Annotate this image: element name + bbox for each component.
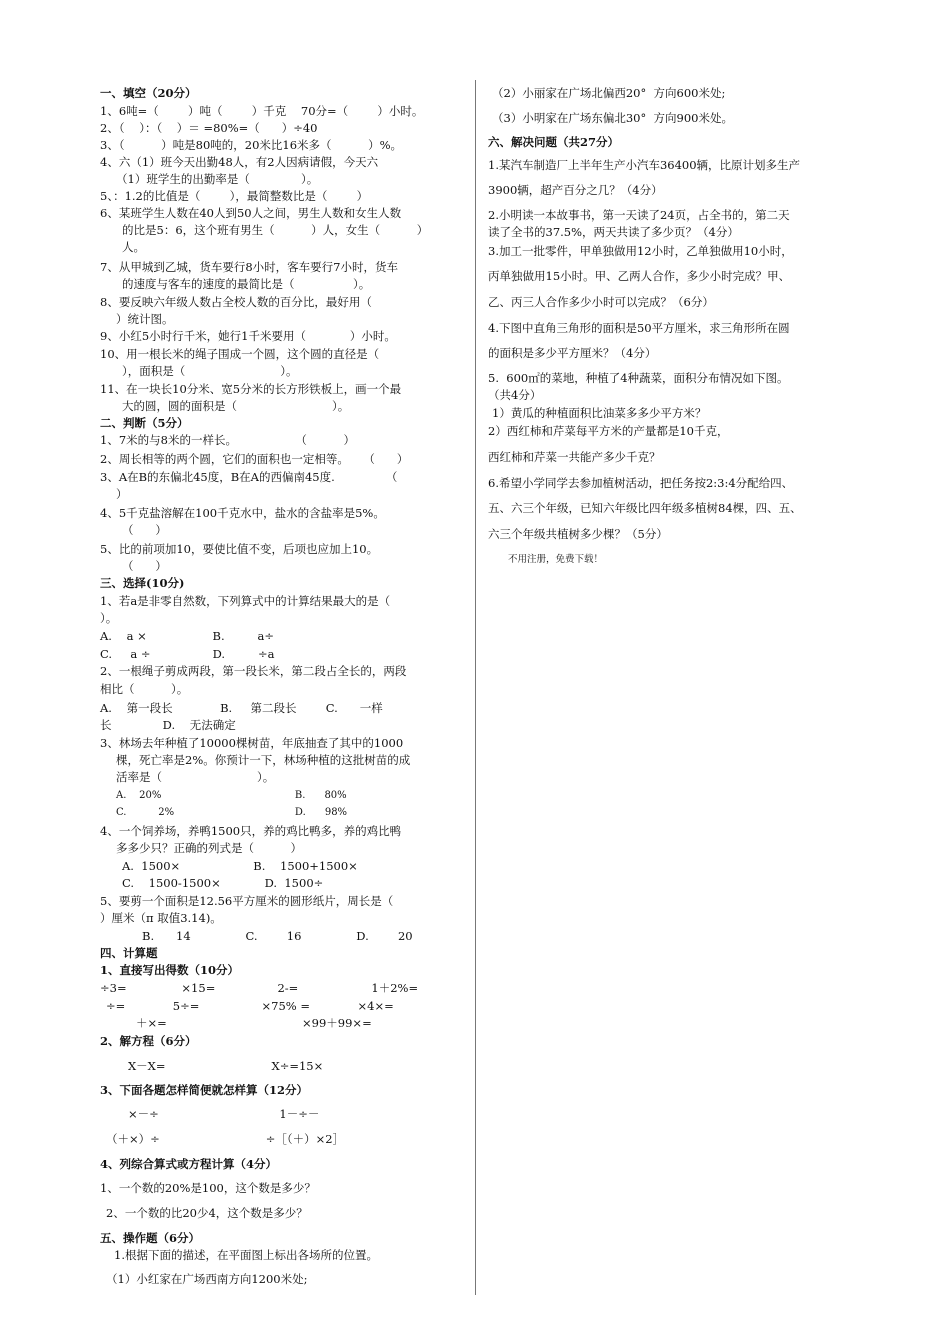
question-line: 3、（ ）吨是80吨的，20米比16米多（ ）%。 [100, 138, 403, 152]
question-line: 活率是（ ）。 [116, 770, 275, 784]
subsection-heading: 1、直接写出得数（10分） [100, 963, 240, 977]
problem-line: 1.某汽车制造厂上半年生产小汽车36400辆，比原计划多生产 [488, 158, 801, 172]
problem-line: 西红柿和芹菜一共能产多少千克？ [488, 450, 661, 464]
section-heading-operation: 五、操作题（6分） [100, 1231, 201, 1245]
question-line: （1）班学生的出勤率是（ ）。 [116, 172, 319, 186]
option-line: A. 1500× B. 1500+1500× [122, 859, 358, 873]
problem-line: 六三个年级共植树多少棵？（5分） [488, 527, 668, 541]
option-line: B. 14 C. 16 D. 20 [142, 929, 413, 943]
question-line: 2、周长相等的两个圆，它们的面积也一定相等。 （ ） [100, 452, 409, 466]
option-line: C. a ÷ D. ÷a [100, 647, 275, 661]
question-line: 棵，死亡率是2%。你预计一下，林场种植的这批树苗的成 [116, 753, 411, 767]
section-heading-problems: 六、解决问题（共27分） [488, 135, 620, 149]
question-line: 4、六（1）班今天出勤48人，有2人因病请假，今天六 [100, 155, 379, 169]
question-line: 4、5千克盐溶解在100千克水中，盐水的含盐率是5%。 [100, 506, 385, 520]
question-line: 大的圆，圆的面积是（ ）。 [122, 399, 350, 413]
problem-line: 4.下图中直角三角形的面积是50平方厘米，求三角形所在圆 [488, 321, 790, 335]
question-line: 3、林场去年种植了10000棵树苗，年底抽查了其中的1000 [100, 736, 404, 750]
section-heading-true-false: 二、判断（5分） [100, 416, 189, 430]
question-line: 6、某班学生人数在40人到50人之间，男生人数和女生人数 [100, 206, 402, 220]
question-line: 1、若a是非零自然数，下列算式中的计算结果最大的是（ [100, 594, 391, 608]
calc-line: ＋×= ×99＋99×= [136, 1016, 372, 1030]
problem-line: 丙单独做用15小时。甲、乙两人合作，多少小时完成？甲、 [488, 269, 791, 283]
question-line: ）厘米（π 取值3.14)。 [100, 911, 222, 925]
question-line: 2、一根绳子剪成两段，第一段长米，第二段占全长的，两段 [100, 664, 407, 678]
calc-line: ×－÷ 1－÷－ [128, 1107, 320, 1121]
question-line: 1、一个数的20%是100，这个数是多少？ [100, 1181, 316, 1195]
problem-line: 的面积是多少平方厘米？（4分） [488, 346, 657, 360]
footer-note: 不用注册，免费下载！ [508, 554, 604, 565]
question-line: 9、小红5小时行千米，她行1千米要用（ ）小时。 [100, 329, 396, 343]
section-heading-calculation: 四、计算题 [100, 946, 158, 960]
calc-line: ÷3= ×15= 2-= 1＋2%= [100, 981, 419, 995]
question-line: 人。 [122, 240, 145, 254]
question-line: 1、6吨=（ ）吨（ ）千克 70分=（ ）小时。 [100, 104, 424, 118]
subsection-heading: 4、列综合算式或方程计算（4分） [100, 1157, 278, 1171]
question-line: 11、在一块长10分米、宽5分米的长方形铁板上，画一个最 [100, 382, 402, 396]
question-line: 5、要剪一个面积是12.56平方厘米的圆形纸片，周长是（ [100, 894, 394, 908]
question-line: （3）小明家在广场东偏北30° 方向900米处。 [492, 111, 733, 125]
question-line: 5、：1.2的比值是（ ），最简整数比是（ ） [100, 189, 369, 203]
question-line: 多多少只？正确的列式是（ ） [116, 841, 303, 855]
question-line: 8、要反映六年级人数占全校人数的百分比，最好用（ [100, 295, 372, 309]
option-line: A. 20% B. 80% [116, 790, 347, 801]
section-heading-choice: 三、选择(10分) [100, 576, 185, 590]
question-line: 的速度与客车的速度的最简比是（ ）。 [122, 277, 371, 291]
question-line: （1）小红家在广场西南方向1200米处; [106, 1272, 308, 1286]
problem-line: 2）西红柿和芹菜每平方米的产量都是10千克， [488, 424, 729, 438]
equation-line: X－X= X÷=15× [128, 1059, 324, 1073]
question-line: 5、比的前项加10，要使比值不变，后项也应加上10。 [100, 542, 379, 556]
question-line: ） [116, 487, 128, 501]
question-line: 3、A在B的东偏北45度，B在A的西偏南45度. （ [100, 470, 398, 484]
problem-line: 五、六三个年级，已知六年级比四年级多植树84棵，四、五、 [488, 501, 802, 515]
problem-line: 读了全书的37.5%，两天共读了多少页？（4分） [488, 225, 739, 239]
problem-line: （共4分） [488, 388, 542, 402]
question-line: 1、7米的与8米的一样长。 （ ） [100, 433, 355, 447]
subsection-heading: 3、下面各题怎样简便就怎样算（12分） [100, 1083, 309, 1097]
question-line: （ ） [122, 559, 167, 573]
subsection-heading: 2、解方程（6分） [100, 1034, 197, 1048]
question-line: （2）小丽家在广场北偏西20° 方向600米处; [492, 86, 726, 100]
question-line: 10、用一根长米的绳子围成一个圆，这个圆的直径是（ [100, 347, 380, 361]
question-line: 的比是5：6，这个班有男生（ ）人，女生（ ） [122, 223, 429, 237]
column-divider [475, 80, 476, 1295]
problem-line: 1）黄瓜的种植面积比油菜多多少平方米？ [492, 406, 707, 420]
option-line: C. 1500-1500× D. 1500÷ [122, 876, 324, 890]
option-line: C. 2% D. 98% [116, 807, 348, 818]
question-line: ）。 [100, 611, 118, 625]
option-line: A. a × B. a÷ [100, 629, 275, 643]
calc-line: ÷= 5÷= ×75% = ×4×= [106, 999, 394, 1013]
problem-line: 2.小明读一本故事书，第一天读了24页，占全书的，第二天 [488, 208, 790, 222]
option-line: 长 D. 无法确定 [100, 718, 236, 732]
question-line: ），面积是（ ）。 [122, 364, 298, 378]
question-line: ）统计图。 [116, 312, 174, 326]
problem-line: 5. 600㎡的菜地，种植了4种蔬菜，面积分布情况如下图。 [488, 371, 789, 385]
problem-line: 3900辆，超产百分之几？（4分） [488, 183, 663, 197]
problem-line: 6.希望小学同学去参加植树活动，把任务按2:3:4分配给四、 [488, 476, 794, 490]
problem-line: 乙、丙三人合作多少小时可以完成？（6分） [488, 295, 714, 309]
calc-line: （＋×）÷ ÷［（＋）×2］ [106, 1132, 345, 1146]
question-line: 2、（ ）：（ ）＝ =80%=（ ）÷40 [100, 121, 318, 135]
question-line: 7、从甲城到乙城，货车要行8小时，客车要行7小时，货车 [100, 260, 398, 274]
section-heading-fill-blanks: 一、填空（20分） [100, 86, 197, 100]
question-line: 4、一个饲养场，养鸭1500只，养的鸡比鸭多，养的鸡比鸭 [100, 824, 402, 838]
question-line: 2、一个数的比20少4，这个数是多少？ [106, 1206, 308, 1220]
question-line: （ ） [122, 523, 167, 537]
option-line: A. 第一段长 B. 第二段长 C. 一样 [100, 701, 383, 715]
problem-line: 3.加工一批零件，甲单独做用12小时，乙单独做用10小时， [488, 244, 793, 258]
question-line: 相比（ ）。 [100, 682, 189, 696]
question-line: 1.根据下面的描述，在平面图上标出各场所的位置。 [114, 1248, 378, 1262]
